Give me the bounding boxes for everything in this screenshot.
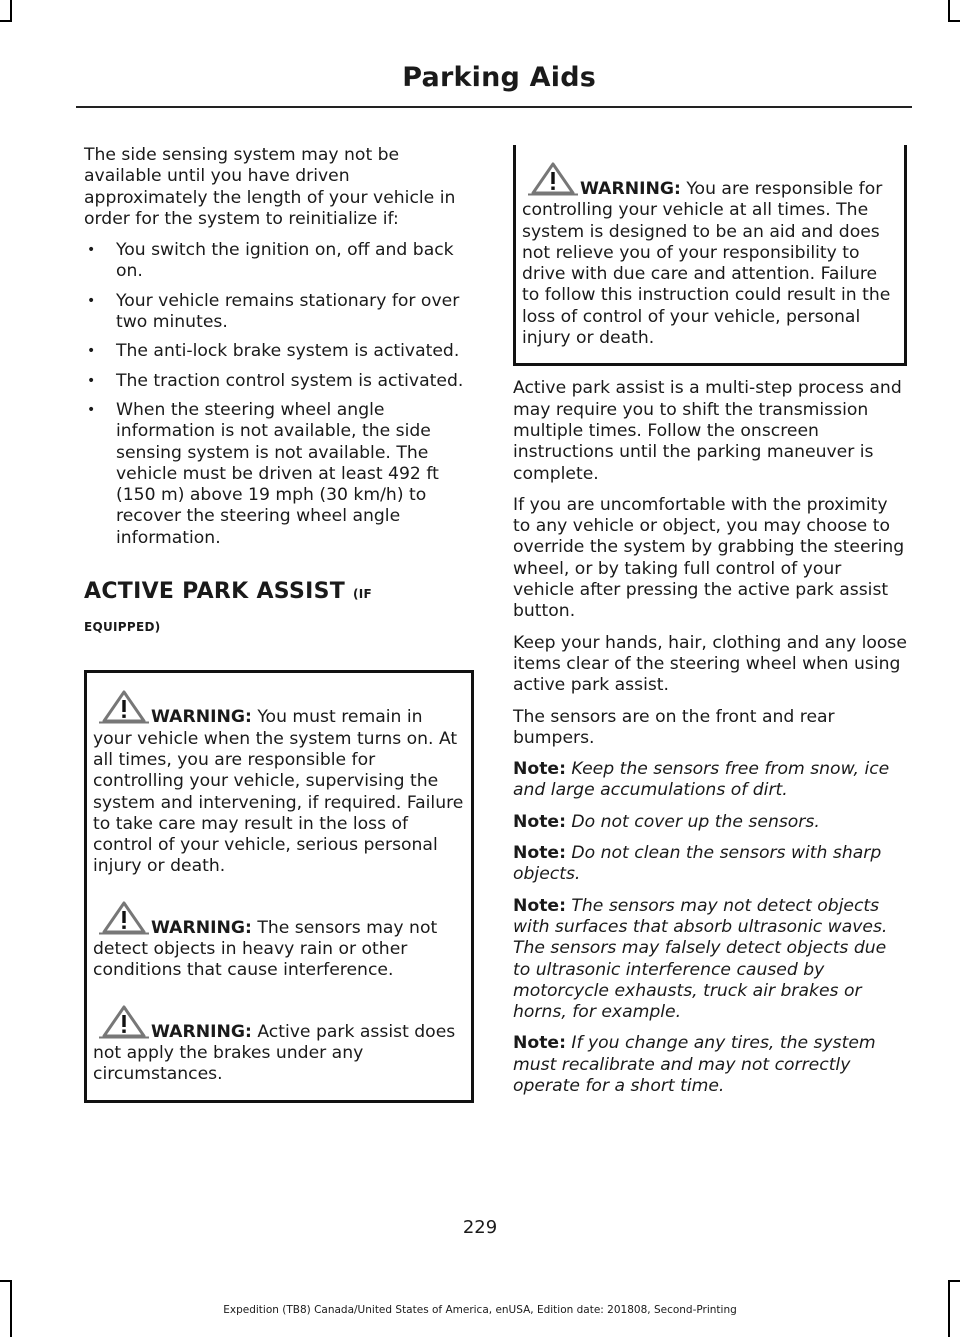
list-item: • The anti-lock brake system is activated. [84, 341, 474, 362]
warning-triangle-icon [97, 1004, 151, 1040]
warning-triangle-icon [526, 161, 580, 197]
reinitialize-list [84, 240, 474, 549]
list-item: • You switch the ignition on, off and back on. [84, 240, 474, 283]
right-column [513, 145, 907, 1107]
crop-mark [0, 20, 12, 22]
warning-box [84, 670, 474, 1102]
note-label: Note: [513, 1033, 566, 1054]
section-heading-text: ACTIVE PARK ASSIST [84, 579, 346, 605]
section-heading [84, 579, 474, 607]
warning-box [513, 145, 907, 366]
warning-body: Active park assist does not apply the brakes under any circumstances. [93, 1021, 456, 1085]
warning-item [93, 689, 465, 877]
warning-item [93, 900, 465, 982]
note-text: Keep the sensors free from snow, ice and large accumulations of dirt. [513, 759, 890, 801]
section-subheading: EQUIPPED) [84, 620, 161, 635]
warning-triangle-icon [97, 900, 151, 936]
crop-mark [948, 0, 950, 22]
crop-mark [948, 1280, 960, 1282]
warning-body: The sensors may not detect objects in heavy rain or other conditions that cause interference. [93, 917, 438, 981]
crop-mark [948, 20, 960, 22]
note [513, 896, 907, 1024]
list-item: • When the steering wheel angle information is not available, the side sensing system is not available. The vehicle must be driven at least 492 ft (150 m) above 19 mph (30 km/h) to recover the steering wheel angle information. [84, 400, 474, 549]
note-text: Do not cover up the sensors. [565, 811, 820, 832]
page-header [76, 58, 912, 108]
footer-edition: Expedition (TB8) Canada/United States of America, enUSA, Edition date: 201808, Second-Printing [223, 1304, 737, 1316]
list-item: • Your vehicle remains stationary for over two minutes. [84, 291, 474, 334]
section-heading-suffix: (IF [353, 587, 373, 602]
warning-triangle-icon [97, 689, 151, 725]
warning-item [522, 161, 898, 349]
body-paragraph: Keep your hands, hair, clothing and any loose items clear of the steering wheel when using active park assist. [513, 632, 907, 696]
warning-body: You must remain in your vehicle when the system turns on. At all times, you are responsible for controlling your vehicle, supervising the system and intervening, if required. Failure to take care may result in the loss of control of your vehicle, serious personal injury or death. [93, 707, 464, 877]
note [513, 812, 907, 833]
note-text: Do not clean the sensors with sharp objects. [513, 843, 882, 885]
warning-label: WARNING: [151, 917, 252, 938]
body-paragraph: The sensors are on the front and rear bumpers. [513, 706, 835, 748]
page-title: Parking Aids [402, 62, 596, 93]
crop-mark [0, 1280, 12, 1282]
note-label: Note: [513, 895, 566, 916]
note-text: The sensors may not detect objects with surfaces that absorb ultrasonic waves. The sensors may falsely detect objects due to ultrasonic interference caused by motorcycle exhausts, truck air brakes or horns, for example. [513, 895, 888, 1023]
page-number: 229 [462, 1217, 498, 1238]
note-label: Note: [513, 843, 566, 864]
body-paragraph: Active park assist is a multi-step process and may require you to shift the transmission multiple times. Follow the onscreen instructions until the parking maneuver is complete. [513, 378, 902, 484]
note [513, 759, 907, 802]
warning-item [93, 1004, 465, 1086]
body-paragraph: If you are uncomfortable with the proximity to any vehicle or object, you may choose to override the system by grabbing the steering wheel, or by taking full control of your vehicle after pressing the active park assist button. [513, 494, 905, 622]
note [513, 1033, 907, 1097]
note [513, 843, 907, 886]
intro-paragraph: The side sensing system may not be available until you have driven approximately the length of your vehicle in order for the system to reinitialize if: [84, 145, 456, 229]
note-text: If you change any tires, the system must recalibrate and may not correctly operate for a short time. [513, 1033, 876, 1096]
crop-mark [10, 0, 12, 22]
warning-label: WARNING: [580, 179, 681, 199]
note-label: Note: [513, 811, 566, 832]
left-column [84, 145, 474, 1103]
warning-body: You are responsible for controlling your vehicle at all times. The system is designed to be an aid and does not relieve you of your responsibility to drive with due care and attention. Failure to follow this instruction could result in the loss of control of your vehicle, personal injury or death. [522, 179, 891, 349]
warning-label: WARNING: [151, 707, 252, 728]
warning-label: WARNING: [151, 1021, 252, 1042]
list-item: • The traction control system is activated. [84, 371, 474, 392]
note-label: Note: [513, 759, 566, 780]
